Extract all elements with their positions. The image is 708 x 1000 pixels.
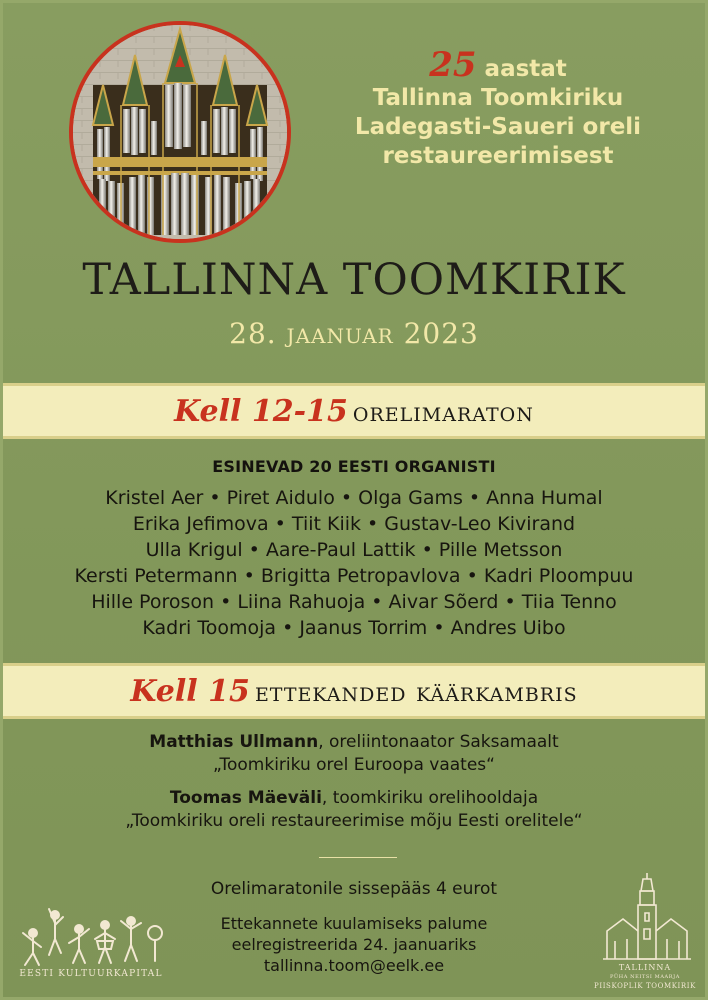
marathon-time: Kell 12-15 bbox=[174, 394, 348, 429]
kulturkapital-logo bbox=[11, 903, 171, 993]
organist-list bbox=[23, 485, 685, 641]
anniversary-number: 25 bbox=[429, 45, 477, 85]
presenters-heading: ESINEVAD 20 EESTI ORGANISTI bbox=[212, 457, 496, 476]
talk-speaker-role: , toomkiriku orelihooldaja bbox=[321, 788, 539, 808]
church-tower-icon bbox=[597, 869, 697, 963]
organist-row: Kersti Petermann • Brigitta Petropavlova • Kadri Ploompuu bbox=[74, 565, 634, 587]
anniversary-text bbox=[303, 45, 693, 171]
entry-fee-text: Orelimaratonile sissepääs 4 eurot bbox=[210, 879, 498, 899]
talk-topic: „Toomkiriku oreli restaureerimise mõju Eesti orelitele“ bbox=[125, 811, 583, 831]
dancing-figures-icon bbox=[11, 903, 171, 969]
talks-band bbox=[3, 663, 705, 719]
marathon-band bbox=[3, 383, 705, 439]
talk-item bbox=[43, 787, 665, 833]
toomkirik-subtitle: PÜHA NEITSI MAARJA bbox=[610, 974, 680, 980]
talks-title: ettekanded käärkambris bbox=[254, 677, 578, 708]
talk-speaker: Toomas Mäeväli bbox=[169, 788, 322, 808]
talk-speaker-role: , oreliintonaator Saksamaalt bbox=[318, 732, 559, 752]
registration-line-1: Ettekannete kuulamiseks palume bbox=[220, 914, 488, 933]
event-date: 28. jaanuar 2023 bbox=[229, 317, 479, 350]
section-divider bbox=[319, 857, 397, 858]
talk-speaker: Matthias Ullmann bbox=[149, 732, 319, 752]
organist-row: Kristel Aer • Piret Aidulo • Olga Gams • Anna Humal bbox=[105, 487, 603, 509]
talks-time: Kell 15 bbox=[130, 674, 250, 709]
organist-row: Hille Poroson • Liina Rahuoja • Aivar Sõerd • Tiia Tenno bbox=[91, 591, 617, 613]
talks-list bbox=[43, 731, 665, 843]
toomkirik-name: PIISKOPLIK TOOMKIRIK bbox=[594, 982, 696, 990]
page-title: TALLINNA TOOMKIRIK bbox=[82, 255, 626, 305]
marathon-title: orelimaraton bbox=[352, 397, 534, 428]
organist-row: Ulla Krigul • Aare-Paul Lattik • Pille Metsson bbox=[145, 539, 563, 561]
anniversary-line-3: Ladegasti-Saueri oreli bbox=[354, 114, 642, 140]
anniversary-line-2: Tallinna Toomkiriku bbox=[372, 85, 624, 111]
toomkirik-city: TALLINNA bbox=[618, 963, 672, 972]
organist-row: Kadri Toomoja • Jaanus Torrim • Andres Uibo bbox=[142, 617, 566, 639]
registration-email: tallinna.toom@eelk.ee bbox=[263, 956, 445, 975]
organ-photo-medallion bbox=[69, 21, 291, 243]
talk-item bbox=[43, 731, 665, 777]
organist-row: Erika Jefimova • Tiit Kiik • Gustav-Leo Kivirand bbox=[132, 513, 576, 535]
organ-pipes-illustration bbox=[73, 25, 287, 239]
kulturkapital-label: EESTI KULTUURKAPITAL bbox=[19, 969, 163, 979]
anniversary-line-4: restaureerimisest bbox=[382, 143, 614, 169]
registration-info bbox=[193, 913, 515, 976]
registration-line-2: eelregistreerida 24. jaanuariks bbox=[231, 935, 477, 954]
anniversary-word: aastat bbox=[484, 56, 567, 82]
toomkirik-logo bbox=[597, 869, 697, 969]
talk-topic: „Toomkiriku orel Euroopa vaates“ bbox=[213, 755, 495, 775]
